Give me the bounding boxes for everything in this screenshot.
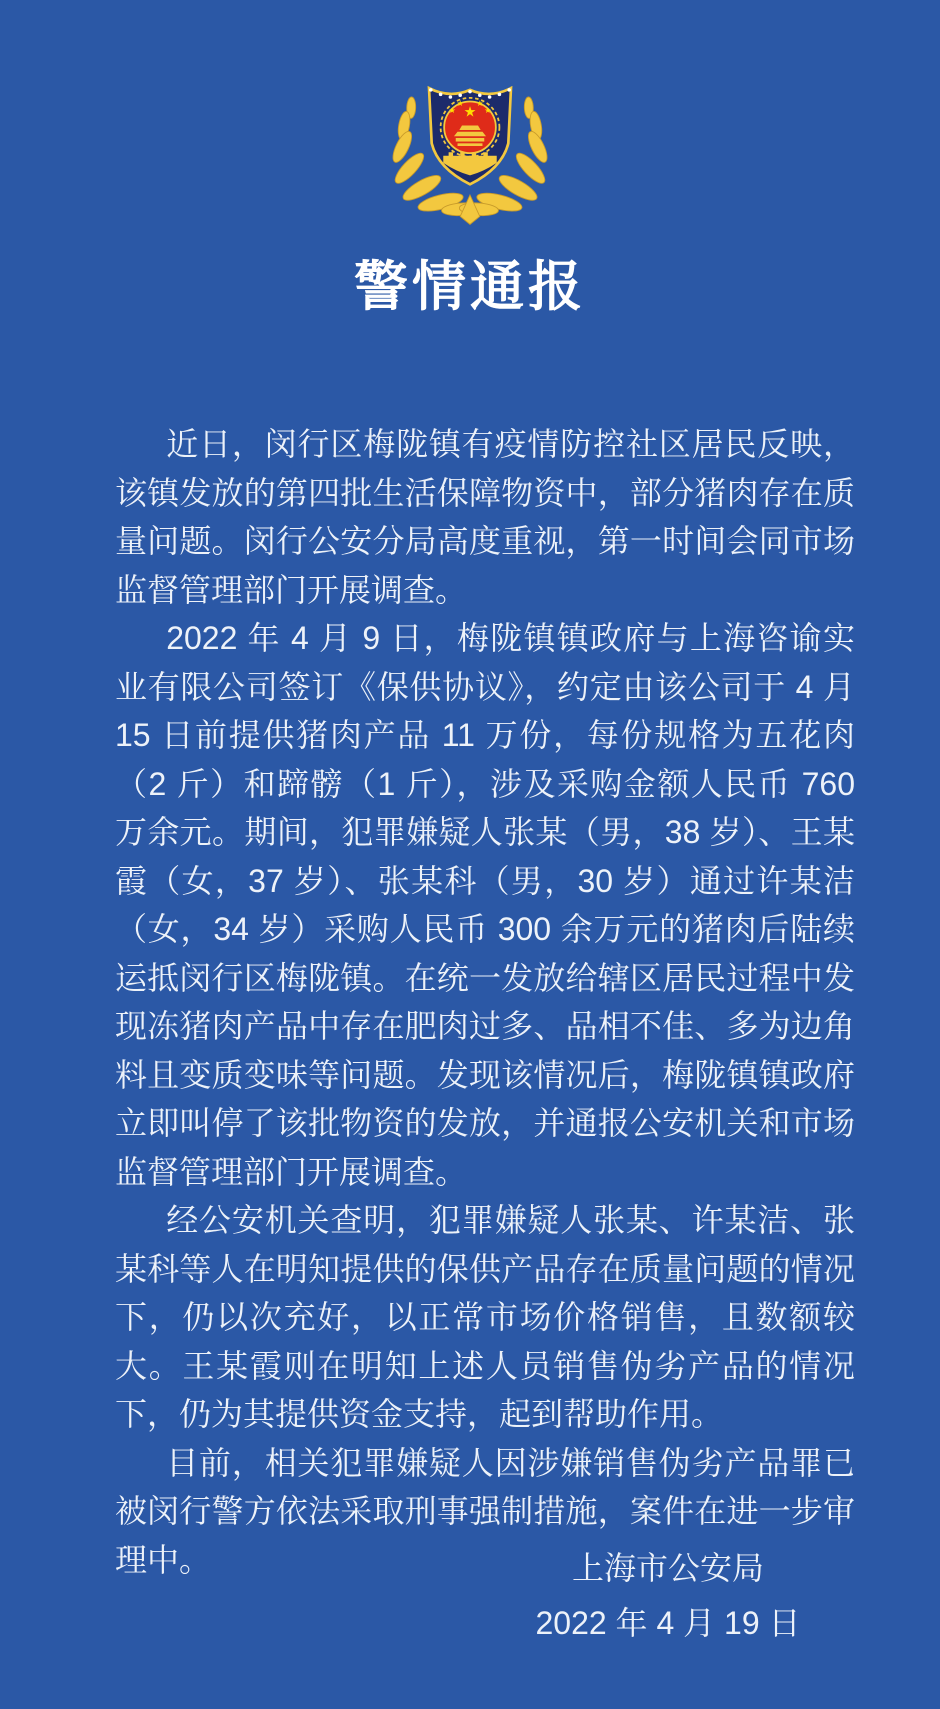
wreath-knot bbox=[460, 195, 480, 224]
notice-paragraph-4: 目前，相关犯罪嫌疑人因涉嫌销售伪劣产品罪已被闵行警方依法采取刑事强制措施，案件在进一步审理中。 bbox=[115, 1444, 855, 1578]
issue-date: 2022 年 4 月 19 日 bbox=[535, 1605, 801, 1641]
svg-text:★: ★ bbox=[463, 104, 477, 121]
police-badge-icon bbox=[372, 60, 568, 232]
notice-paragraph-3: 经公安机关查明，犯罪嫌疑人张某、许某洁、张某科等人在明知提供的保供产品存在质量问题的情况下，仍以次充好，以正常市场价格销售，且数额较大。王某霞则在明知上述人员销售伪劣产品的情况下，仍为其提供资金支持，起到帮助作用。 bbox=[115, 1202, 855, 1432]
police-badge-emblem bbox=[372, 60, 568, 232]
svg-text:★: ★ bbox=[484, 106, 492, 116]
notice-title: 警情通报 bbox=[354, 257, 586, 317]
svg-text:★: ★ bbox=[456, 98, 464, 108]
svg-text:★: ★ bbox=[476, 98, 484, 108]
notice-paragraph-1: 近日，闵行区梅陇镇有疫情防控社区居民反映，该镇发放的第四批生活保障物资中，部分猪肉存在质量问题。闵行公安分局高度重视，第一时间会同市场监督管理部门开展调查。 bbox=[115, 426, 855, 608]
svg-text:★: ★ bbox=[448, 106, 456, 116]
signature-block bbox=[398, 1544, 938, 1679]
notice-paragraph-2: 2022 年 4 月 9 日，梅陇镇镇政府与上海咨谕实业有限公司签订《保供协议》，约定由该公司于 4 月 15 日前提供猪肉产品 11 万份，每份规格为五花肉（2 斤）和蹄髈（1 斤），涉及采购金额人民币 760 万余元。期间，犯罪嫌疑人张某（男，38 岁）、王某霞（女，37 岁）、张某科（男，30 岁）通过许某洁（女，34 岁）采购人民币 300 余万元的猪肉后陆续运抵闵行区梅陇镇。在统一发放给辖区居民过程中发现冻猪肉产品中存在肥肉过多、品相不佳、多为边角料且变质变味等问题。发现该情况后，梅陇镇镇政府立即叫停了该批物资的发放，并通报公安机关和市场监督管理部门开展调查。 bbox=[115, 620, 855, 1190]
notice-body bbox=[115, 420, 855, 1584]
issuer-signature: 上海市公安局 bbox=[571, 1550, 764, 1586]
